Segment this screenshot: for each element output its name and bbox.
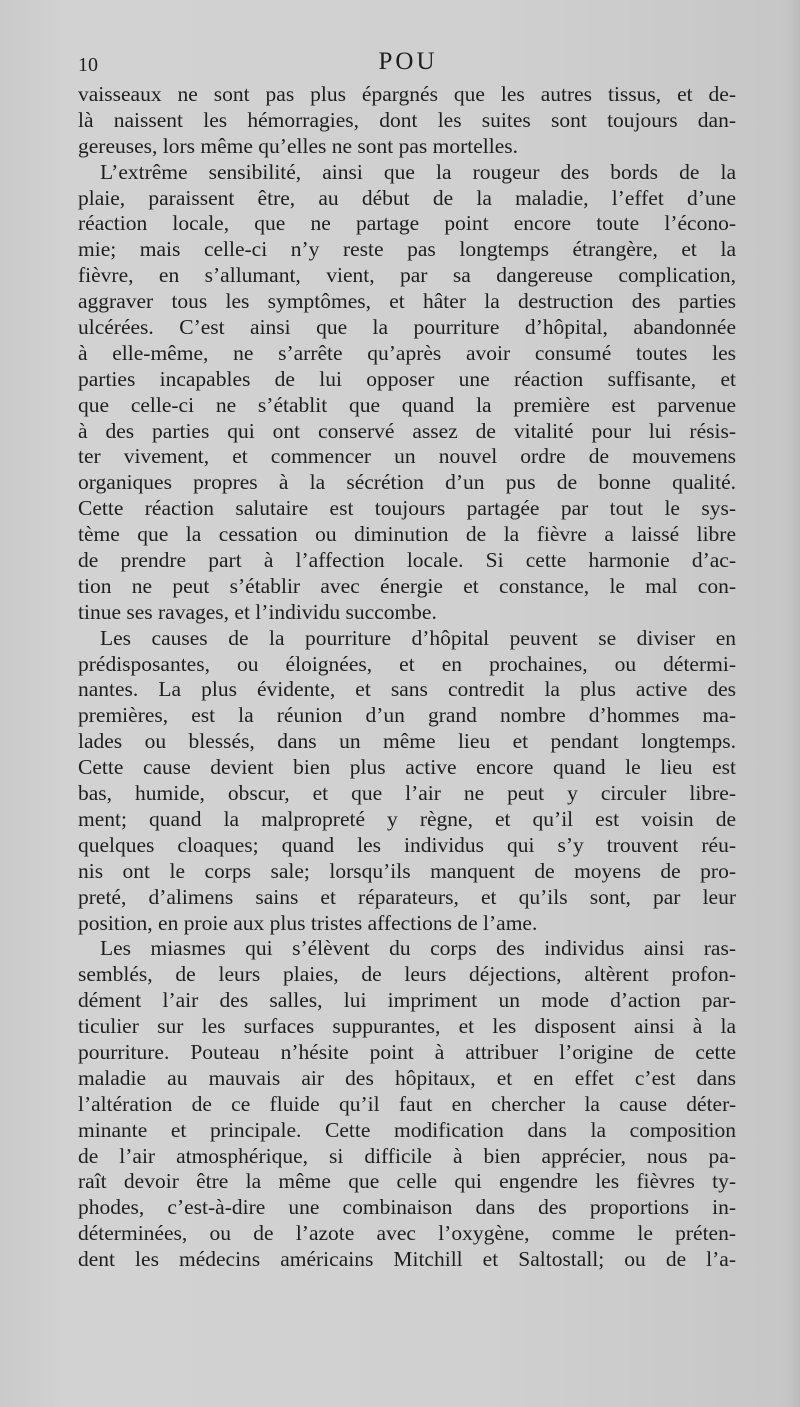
text-line: raît devoir être la même que celle qui engendre les fièvres ty- (78, 1169, 736, 1194)
running-head: POU (378, 48, 438, 75)
text-line: position, en proie aux plus tristes affections de l’ame. (78, 910, 538, 935)
text-line: Les miasmes qui s’élèvent du corps des individus ainsi ras- (100, 936, 736, 961)
text-line: tion ne peut s’établir avec énergie et constance, le mal con- (78, 573, 736, 598)
text-line: tème que la cessation ou diminution de la fièvre a laissé libre (78, 522, 736, 547)
text-line: à des parties qui ont conservé assez de vitalité pour lui résis- (78, 418, 736, 443)
text-line: fièvre, en s’allumant, vient, par sa dangereuse complication, (78, 263, 736, 288)
text-line: réaction locale, que ne partage point encore toute l’écono- (78, 211, 736, 236)
text-line: bas, humide, obscur, et que l’air ne peut y circuler libre- (78, 781, 736, 806)
text-line: nantes. La plus évidente, et sans contredit la plus active des (78, 677, 736, 702)
page-edge-shadow (786, 0, 800, 1407)
text-line: ulcérées. C’est ainsi que la pourriture d’hôpital, abandonnée (78, 315, 736, 340)
text-line: vaisseaux ne sont pas plus épargnés que les autres tissus, et de- (78, 82, 736, 106)
text-line: L’extrême sensibilité, ainsi que la rougeur des bords de la (100, 159, 736, 184)
text-line: pourriture. Pouteau n’hésite point à attribuer l’origine de cette (78, 1039, 736, 1064)
text-line: ment; quand la malpropreté y règne, et qu’il est voisin de (78, 806, 736, 831)
text-line: preté, d’alimens sains et réparateurs, et qu’ils sont, par leur (78, 884, 736, 909)
text-line: plaie, paraissent être, au début de la maladie, l’effet d’une (78, 185, 736, 210)
text-line: gereuses, lors même qu’elles ne sont pas mortelles. (78, 133, 519, 158)
text-line: de l’air atmosphérique, si difficile à bien apprécier, nous pa- (78, 1143, 736, 1168)
text-line: dent les médecins américains Mitchill et Saltostall; ou de l’a- (78, 1247, 736, 1272)
text-line: tinue ses ravages, et l’individu succombe. (78, 599, 437, 624)
text-line: là naissent les hémorragies, dont les suites sont toujours dan- (78, 107, 736, 132)
text-line: que celle-ci ne s’établit que quand la première est parvenue (78, 392, 736, 417)
text-line: Cette réaction salutaire est toujours partagée par tout le sys- (78, 496, 736, 521)
text-line: lades ou blessés, dans un même lieu et pendant longtemps. (78, 729, 736, 754)
text-line: nis ont le corps sale; lorsqu’ils manquent de moyens de pro- (78, 858, 736, 883)
page-number: 10 (78, 54, 98, 76)
text-line: maladie au mauvais air des hôpitaux, et en effet c’est dans (78, 1065, 736, 1090)
text-line: ticulier sur les surfaces suppurantes, et les disposent ainsi à la (78, 1014, 736, 1039)
body-text (78, 82, 736, 1273)
text-line: minante et principale. Cette modification dans la composition (78, 1117, 736, 1142)
text-line: quelques cloaques; quand les individus qui s’y trouvent réu- (78, 832, 736, 857)
page-header (78, 46, 738, 80)
text-line: de prendre part à l’affection locale. Si cette harmonie d’ac- (78, 548, 736, 573)
text-line: phodes, c’est-à-dire une combinaison dans des proportions in- (78, 1195, 736, 1220)
text-line: Les causes de la pourriture d’hôpital peuvent se diviser en (100, 625, 736, 650)
text-line: déterminées, ou de l’azote avec l’oxygène, comme le préten- (78, 1221, 736, 1246)
text-line: dément l’air des salles, lui impriment un mode d’action par- (78, 988, 736, 1013)
text-line: premières, est la réunion d’un grand nombre d’hommes ma- (78, 703, 736, 728)
text-line: l’altération de ce fluide qu’il faut en chercher la cause déter- (78, 1091, 736, 1116)
text-line: mie; mais celle-ci n’y reste pas longtemps étrangère, et la (78, 237, 736, 262)
text-line: ter vivement, et commencer un nouvel ordre de mouvemens (78, 444, 736, 469)
text-line: prédisposantes, ou éloignées, et en prochaines, ou détermi- (78, 651, 736, 676)
text-line: organiques propres à la sécrétion d’un pus de bonne qualité. (78, 470, 736, 495)
text-line: à elle-même, ne s’arrête qu’après avoir consumé toutes les (78, 340, 736, 365)
text-line: semblés, de leurs plaies, de leurs déjections, altèrent profon- (78, 962, 736, 987)
text-line: aggraver tous les symptômes, et hâter la destruction des parties (78, 289, 736, 314)
text-line: Cette cause devient bien plus active encore quand le lieu est (78, 755, 736, 780)
text-line: parties incapables de lui opposer une réaction suffisante, et (78, 366, 736, 391)
